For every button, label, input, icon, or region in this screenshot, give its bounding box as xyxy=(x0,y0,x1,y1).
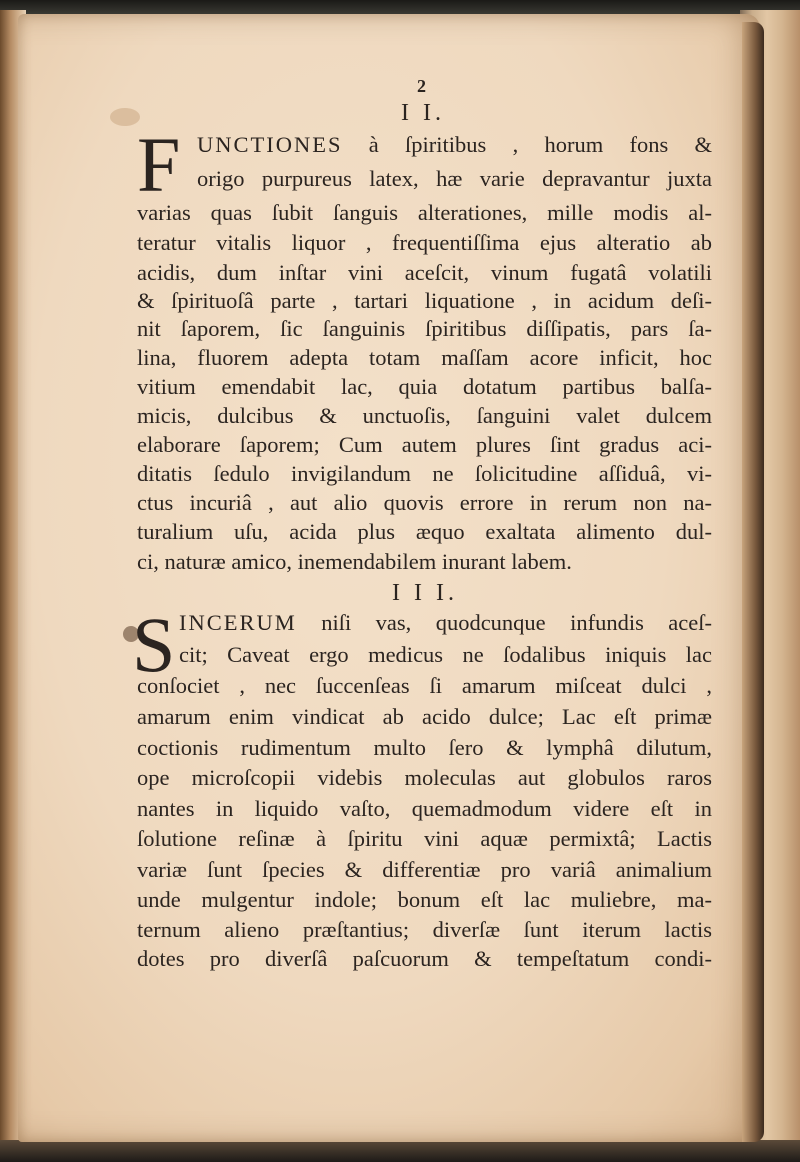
text-line: unde mulgentur indole; bonum eſt lac muliebre, ma- xyxy=(137,887,712,912)
text-line: & ſpirituoſâ parte , tartari liquatione , in acidum deſi- xyxy=(137,288,712,313)
text-line-content: à ſpiritibus , horum fons & xyxy=(368,132,712,157)
text-line: varias quas ſubit ſanguis alterationes, mille modis al- xyxy=(137,200,712,225)
section-heading-2: I I. xyxy=(401,100,445,126)
text-line: conſociet , nec ſuccenſeas ſi amarum miſceat dulci , xyxy=(137,673,712,698)
section-heading-3: I I I. xyxy=(392,580,458,606)
text-line: amarum enim vindicat ab acido dulce; Lac eſt primæ xyxy=(137,704,712,729)
text-line: ope microſcopii videbis moleculas aut globulos raros xyxy=(137,765,712,790)
text-line xyxy=(197,130,712,160)
text-line: coctionis rudimentum multo ſero & lymphâ dilutum, xyxy=(137,735,712,760)
text-line: ſolutione reſinæ à ſpiritu vini aquæ permixtâ; Lactis xyxy=(137,826,712,851)
page-number: 2 xyxy=(417,76,426,96)
text-line: cit; Caveat ergo medicus ne ſodalibus iniquis lac xyxy=(179,642,712,667)
lead-word: UNCTIONES xyxy=(197,132,343,157)
text-line: dotes pro diverſâ paſcuorum & tempeſtatum condi- xyxy=(137,946,712,971)
lead-word: INCERUM xyxy=(179,610,297,635)
text-line: acidis, dum inſtar vini aceſcit, vinum fugatâ volatili xyxy=(137,260,712,285)
text-line: origo purpureus latex, hæ varie depravantur juxta xyxy=(197,166,712,191)
text-line: lina, fluorem adepta totam maſſam acore inficit, hoc xyxy=(137,345,712,370)
book-bottom-edge xyxy=(0,1140,800,1162)
text-line: ditatis ſedulo invigilandum ne ſolicitudine aſſiduâ, vi- xyxy=(137,461,712,486)
text-line: nit ſaporem, ſic ſanguinis ſpiritibus diſſipatis, pars ſa- xyxy=(137,316,712,341)
text-line xyxy=(179,608,712,638)
text-line-content: niſi vas, quodcunque infundis aceſ- xyxy=(321,610,712,635)
text-line: elaborare ſaporem; Cum autem plures ſint gradus aci- xyxy=(137,432,712,457)
text-line: micis, dulcibus & unctuoſis, ſanguini valet dulcem xyxy=(137,403,712,428)
text-line: turalium uſu, acida plus æquo exaltata alimento dul- xyxy=(137,519,712,544)
text-line: ternum alieno præſtantius; diverſæ ſunt iterum lactis xyxy=(137,917,712,942)
text-line: ci, naturæ amico, inemendabilem inurant labem. xyxy=(137,549,572,574)
text-line: teratur vitalis liquor , frequentiſſima ejus alteratio ab xyxy=(137,230,712,255)
page-gutter xyxy=(742,22,764,1142)
text-line: ctus incuriâ , aut alio quovis errore in rerum non na- xyxy=(137,490,712,515)
text-line: nantes in liquido vaſto, quemadmodum videre eſt in xyxy=(137,796,712,821)
text-line: vitium emendabit lac, quia dotatum partibus balſa- xyxy=(137,374,712,399)
drop-cap-s: S xyxy=(132,601,176,688)
paper-stain xyxy=(110,108,140,126)
text-line: variæ ſunt ſpecies & differentiæ pro variâ animalium xyxy=(137,857,712,882)
drop-cap-f: F xyxy=(137,121,181,208)
